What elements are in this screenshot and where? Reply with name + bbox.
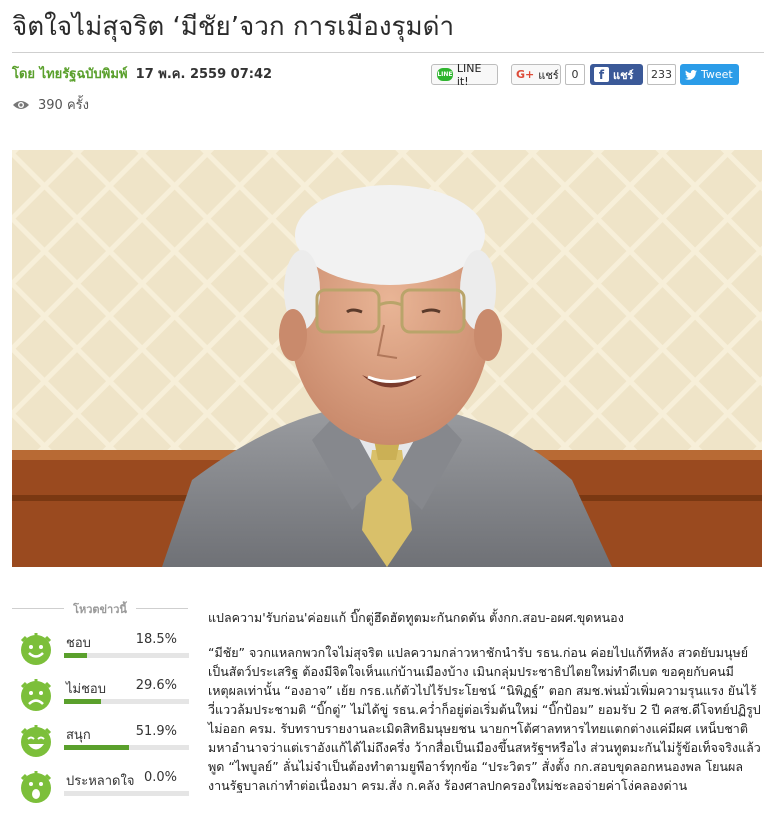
sad-face-icon bbox=[16, 677, 56, 713]
happy-face-icon bbox=[16, 631, 56, 667]
line-share-label: LINE it! bbox=[456, 61, 482, 88]
vote-option-like[interactable] bbox=[12, 628, 182, 668]
article-body bbox=[208, 608, 764, 795]
tweet-button[interactable] bbox=[680, 64, 739, 85]
vote-progress-track bbox=[64, 699, 189, 704]
page-title: จิตใจไม่สุจริต ‘มีชัย’จวก การเมืองรุมด่า bbox=[12, 12, 455, 42]
vote-option-percent: 18.5% bbox=[135, 632, 177, 647]
vote-option-label: สนุก bbox=[66, 728, 91, 743]
view-count: 390 ครั้ง bbox=[38, 98, 89, 113]
facebook-share-count: 233 bbox=[647, 64, 676, 85]
vote-option-percent: 51.9% bbox=[135, 724, 177, 739]
byline bbox=[12, 66, 272, 84]
tweet-label: Tweet bbox=[701, 68, 733, 81]
gplus-share-button[interactable] bbox=[511, 64, 561, 85]
view-counter bbox=[12, 94, 89, 115]
gplus-share-label: แชร์ bbox=[538, 68, 559, 82]
vote-option-percent: 0.0% bbox=[143, 770, 177, 785]
article-lead: แปลความ'รับก่อน'ค่อยแก้ บิ๊กตู่ฮึดฮัดทูตมะกันกดดัน ตั้งกก.สอบ-อผศ.ขุดหนอง bbox=[208, 610, 624, 625]
vote-option-label: ประหลาดใจ bbox=[66, 774, 135, 789]
surprised-face-icon bbox=[16, 769, 56, 805]
byline-source[interactable]: โดย ไทยรัฐฉบับพิมพ์ bbox=[12, 67, 128, 82]
title-divider bbox=[12, 52, 764, 53]
line-icon: LINE bbox=[437, 68, 453, 81]
facebook-share-label: แชร์ bbox=[613, 68, 634, 82]
byline-date: 17 พ.ค. 2559 07:42 bbox=[135, 67, 273, 82]
twitter-bird-icon bbox=[685, 70, 697, 80]
vote-option-percent: 29.6% bbox=[135, 678, 177, 693]
eye-icon bbox=[12, 99, 30, 111]
laughing-face-icon bbox=[16, 723, 56, 759]
vote-progress-track bbox=[64, 653, 189, 658]
line-share-button[interactable] bbox=[431, 61, 498, 88]
vote-progress-fill bbox=[64, 653, 87, 658]
vote-progress-fill bbox=[64, 699, 101, 704]
gplus-share-count: 0 bbox=[565, 64, 585, 85]
vote-progress-track bbox=[64, 745, 189, 750]
vote-option-dislike[interactable] bbox=[12, 674, 182, 714]
vote-progress-fill bbox=[64, 745, 129, 750]
vote-option-label: ไม่ชอบ bbox=[66, 682, 106, 697]
vote-section-title: โหวตข่าวนี้ bbox=[69, 603, 131, 616]
vote-option-fun[interactable] bbox=[12, 720, 182, 760]
facebook-icon: f bbox=[594, 67, 609, 82]
article-paragraph: “มีชัย” จวกแหลกพวกใจไม่สุจริต แปลความกล่าวหาชักนำรับ รธน.ก่อน ค่อยไปแก้ทีหลัง สวดยับมนุษย์เป็นสัตว์ประเสริฐ ต้องมีจิตใจเห็นแก่บ้านเมืองบ้าง เมินกลุ่มประชาธิปไตยใหม่ทำดีเบต ขอคุยกับคนมีเหตุผลเท่านั้น “องอาจ” เย้ย กรธ.แก้ตัวไปไร้ประโยชน์ “นิพิฏฐ์” ตอก สมช.พ่นมั่วเพิ่มความรุนแรง ยันไร้วี่แววล้มประชามติ “บิ๊กตู่” ไม่ได้ขู่ รธน.คว่ำก็อยู่ต่อเริ่มต้นใหม่ “บิ๊กป้อม” ยอมรับ 2 ปี คสช.ดีโจทย์ปฏิรูปไม่ออก ครม. รับทราบรายงานละเมิดสิทธิมนุษยชน นายกฯโต้ศาลทหารไทยแตกต่างแค่มีผศ เหน็บชาติมหาอำนาจว่าแต่เราอังแก้ได้ไม่ถึงครึ่ง ว้ากสื่อเป็นเมืองขึ้นสหรัฐฯหรือไง ส่วนทูตมะกันไม่รู้ข้อเท็จจริงแล้วพูด “ไพบูลย์” ลั่นไม่จำเป็นต้องทำตามยูพีอาร์ทุกข้อ “ประวิตร” สั่งตั้ง กก.สอบขุดลอกหนองพล โยนผลงานรัฐบาลเก่าทำต่อเนื่องมา ครม.สั่ง ก.คลัง ร้องศาลปกครองใหม่ชะลอจ่ายค่าโง่คลองด่าน bbox=[208, 645, 761, 793]
vote-section-header bbox=[12, 598, 188, 620]
vote-progress-track bbox=[64, 791, 189, 796]
vote-option-label: ชอบ bbox=[66, 636, 91, 651]
google-plus-icon: G+ bbox=[516, 68, 535, 81]
vote-option-surprised[interactable] bbox=[12, 766, 182, 806]
facebook-share-button[interactable] bbox=[590, 64, 643, 85]
article-photo bbox=[12, 150, 762, 567]
